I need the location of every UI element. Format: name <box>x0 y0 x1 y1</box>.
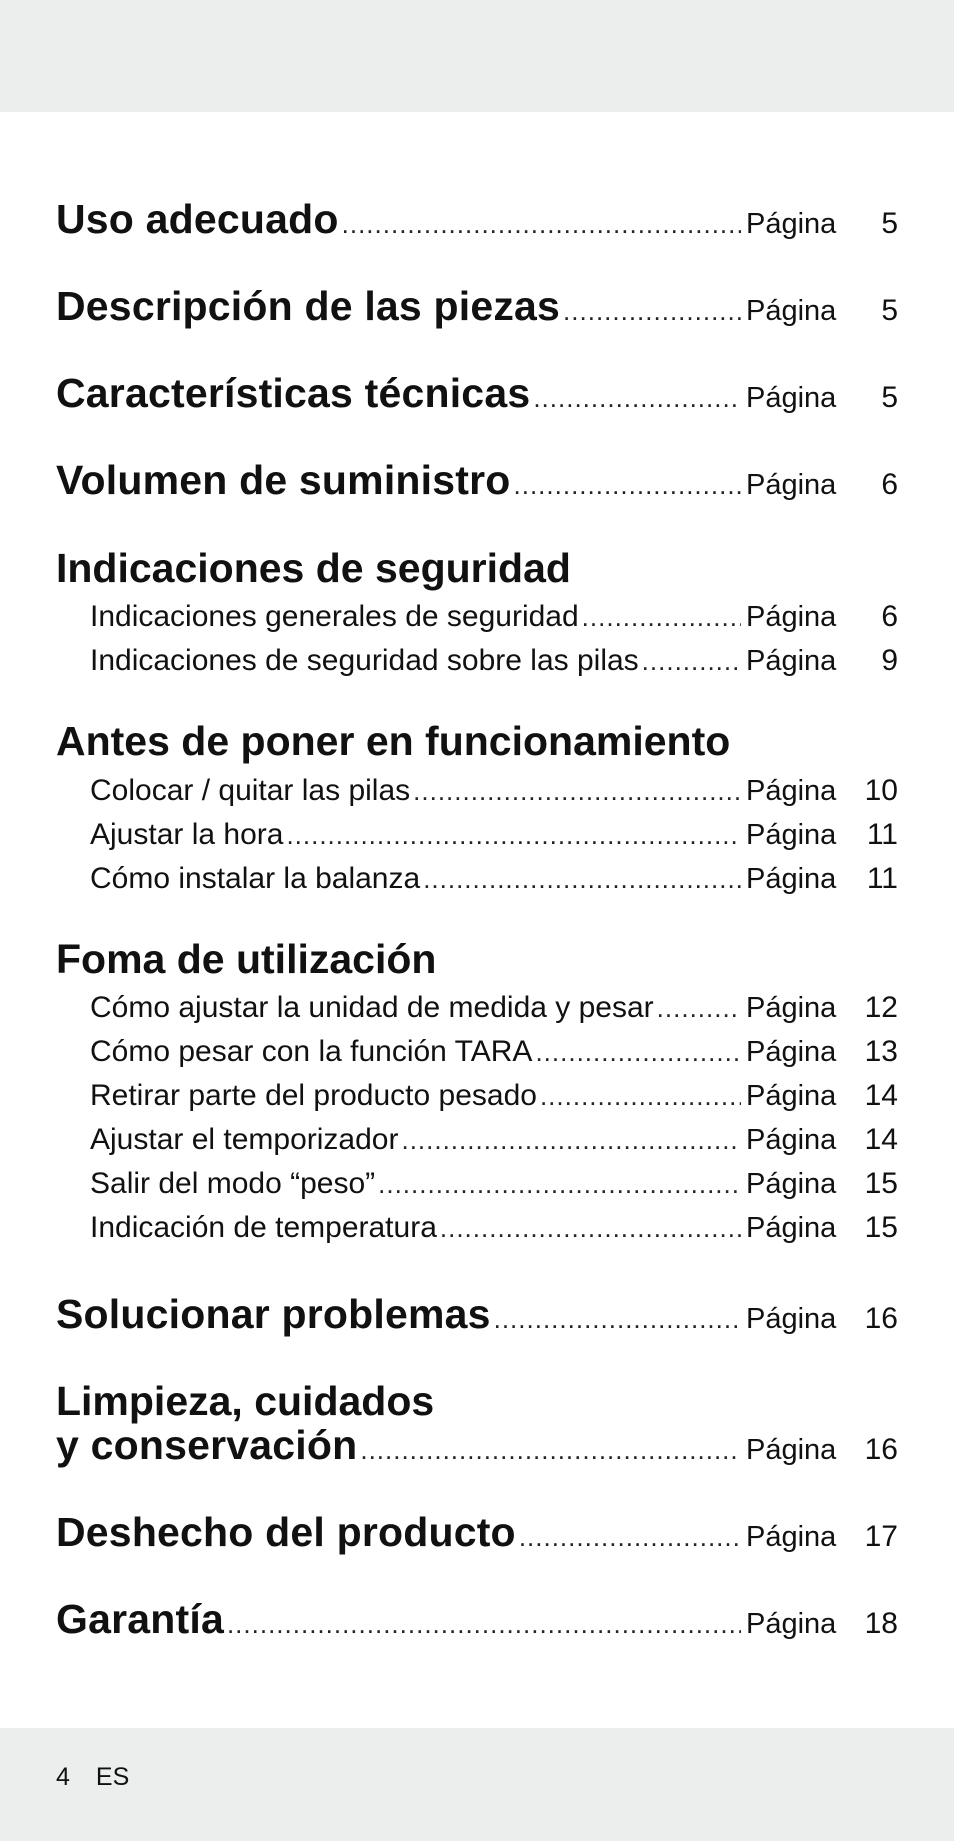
page-number: 15 <box>864 1167 898 1200</box>
toc-heading-foma: Foma de utilización <box>56 936 437 982</box>
toc-subentry-title: Ajustar la hora <box>90 818 284 851</box>
toc-entry-title: Descripción de las piezas <box>56 283 561 329</box>
toc-entry-title: Características técnicas <box>56 370 531 416</box>
toc-subentry[interactable] <box>90 1211 898 1245</box>
toc-entry-garantia[interactable] <box>56 1596 898 1643</box>
page-number: 14 <box>864 1123 898 1156</box>
page-number: 14 <box>864 1079 898 1112</box>
toc-entry-descripcion[interactable] <box>56 283 898 330</box>
footer-page-number: 4 <box>56 1763 70 1791</box>
page-number: 17 <box>864 1520 898 1553</box>
leader-dots <box>227 1609 741 1640</box>
toc-entry-title: y conservación <box>56 1422 358 1468</box>
page-label: Página <box>746 601 837 633</box>
page-label: Página <box>746 645 837 677</box>
page-number: 10 <box>864 774 898 807</box>
page-label: Página <box>746 469 837 501</box>
toc-subentry[interactable] <box>90 600 898 634</box>
leader-dots <box>423 864 741 895</box>
toc-subentry[interactable] <box>90 818 898 852</box>
leader-dots <box>342 209 741 240</box>
toc-subentry[interactable] <box>90 644 898 678</box>
page-number: 5 <box>881 381 898 414</box>
leader-dots <box>360 1435 741 1466</box>
bottom-band <box>0 1728 954 1841</box>
toc-subentry-title: Cómo instalar la balanza <box>90 862 421 895</box>
page-label: Página <box>746 1434 837 1466</box>
page-label: Página <box>746 1080 837 1112</box>
page-number: 6 <box>881 600 898 633</box>
leader-dots <box>413 776 741 807</box>
toc-subentry-title: Indicación de temperatura <box>90 1211 437 1244</box>
footer <box>56 1763 129 1792</box>
toc-subentry[interactable] <box>90 1079 898 1113</box>
page-label: Página <box>746 1521 837 1553</box>
leader-dots <box>401 1125 741 1156</box>
toc-subentry-title: Colocar / quitar las pilas <box>90 774 411 807</box>
toc-entry-volumen[interactable] <box>56 457 898 504</box>
toc-subentry[interactable] <box>90 1035 898 1069</box>
leader-dots <box>533 383 741 414</box>
page-label: Página <box>746 775 837 807</box>
footer-language: ES <box>95 1763 130 1791</box>
page-number: 6 <box>881 468 898 501</box>
page-label: Página <box>746 382 837 414</box>
toc-entry-title: Uso adecuado <box>56 196 339 242</box>
leader-dots <box>378 1169 741 1200</box>
toc-subentry[interactable] <box>90 1167 898 1201</box>
page-label: Página <box>746 208 837 240</box>
page-number: 12 <box>864 991 898 1024</box>
toc-entry-caracteristicas[interactable] <box>56 370 898 417</box>
toc-entry-deshecho[interactable] <box>56 1509 898 1556</box>
leader-dots <box>540 1081 741 1112</box>
toc-entry-title: Deshecho del producto <box>56 1509 516 1555</box>
leader-dots <box>657 993 741 1024</box>
page-number: 9 <box>881 644 898 677</box>
toc-entry-title: Solucionar problemas <box>56 1291 491 1337</box>
toc-subentry[interactable] <box>90 862 898 896</box>
page-label: Página <box>746 295 837 327</box>
toc-entry-limpieza[interactable] <box>56 1422 898 1469</box>
page-label: Página <box>746 1124 837 1156</box>
toc-subentry-title: Indicaciones de seguridad sobre las pilas <box>90 644 639 677</box>
leader-dots <box>563 296 741 327</box>
page-label: Página <box>746 863 837 895</box>
page-number: 13 <box>864 1035 898 1068</box>
toc-subentry[interactable] <box>90 774 898 808</box>
page-label: Página <box>746 1303 837 1335</box>
page-label: Página <box>746 992 837 1024</box>
page-number: 11 <box>866 862 898 895</box>
toc-entry-solucionar[interactable] <box>56 1291 898 1338</box>
page-label: Página <box>746 1212 837 1244</box>
leader-dots <box>494 1304 741 1335</box>
toc-entry-uso-adecuado[interactable] <box>56 196 898 243</box>
page-label: Página <box>746 1168 837 1200</box>
leader-dots <box>582 602 741 633</box>
page-number: 5 <box>881 294 898 327</box>
toc-subentry-title: Cómo ajustar la unidad de medida y pesar <box>90 991 654 1024</box>
toc-subentry[interactable] <box>90 1123 898 1157</box>
leader-dots <box>286 820 741 851</box>
leader-dots <box>535 1037 741 1068</box>
toc-subentry[interactable] <box>90 991 898 1025</box>
toc-heading-antes: Antes de poner en funcionamiento <box>56 718 731 764</box>
page-number: 5 <box>881 207 898 240</box>
toc-entry-title: Garantía <box>56 1596 224 1642</box>
leader-dots <box>519 1522 741 1553</box>
toc-heading-indicaciones: Indicaciones de seguridad <box>56 545 571 591</box>
toc-subentry-title: Indicaciones generales de seguridad <box>90 600 579 633</box>
page-label: Página <box>746 1608 837 1640</box>
page-number: 18 <box>864 1607 898 1640</box>
page-number: 15 <box>864 1211 898 1244</box>
leader-dots <box>514 470 742 501</box>
toc-subentry-title: Cómo pesar con la función TARA <box>90 1035 533 1068</box>
toc-heading-limpieza: Limpieza, cuidados <box>56 1378 435 1424</box>
leader-dots <box>642 646 741 677</box>
page-number: 16 <box>864 1433 898 1466</box>
toc-subentry-title: Retirar parte del producto pesado <box>90 1079 537 1112</box>
leader-dots <box>440 1213 741 1244</box>
page-label: Página <box>746 1036 837 1068</box>
toc-subentry-title: Salir del modo “peso” <box>90 1167 376 1200</box>
page-number: 16 <box>864 1302 898 1335</box>
page-label: Página <box>746 819 837 851</box>
toc-subentry-title: Ajustar el temporizador <box>90 1123 399 1156</box>
toc-entry-title: Volumen de suministro <box>56 457 511 503</box>
page-number: 11 <box>866 818 898 851</box>
